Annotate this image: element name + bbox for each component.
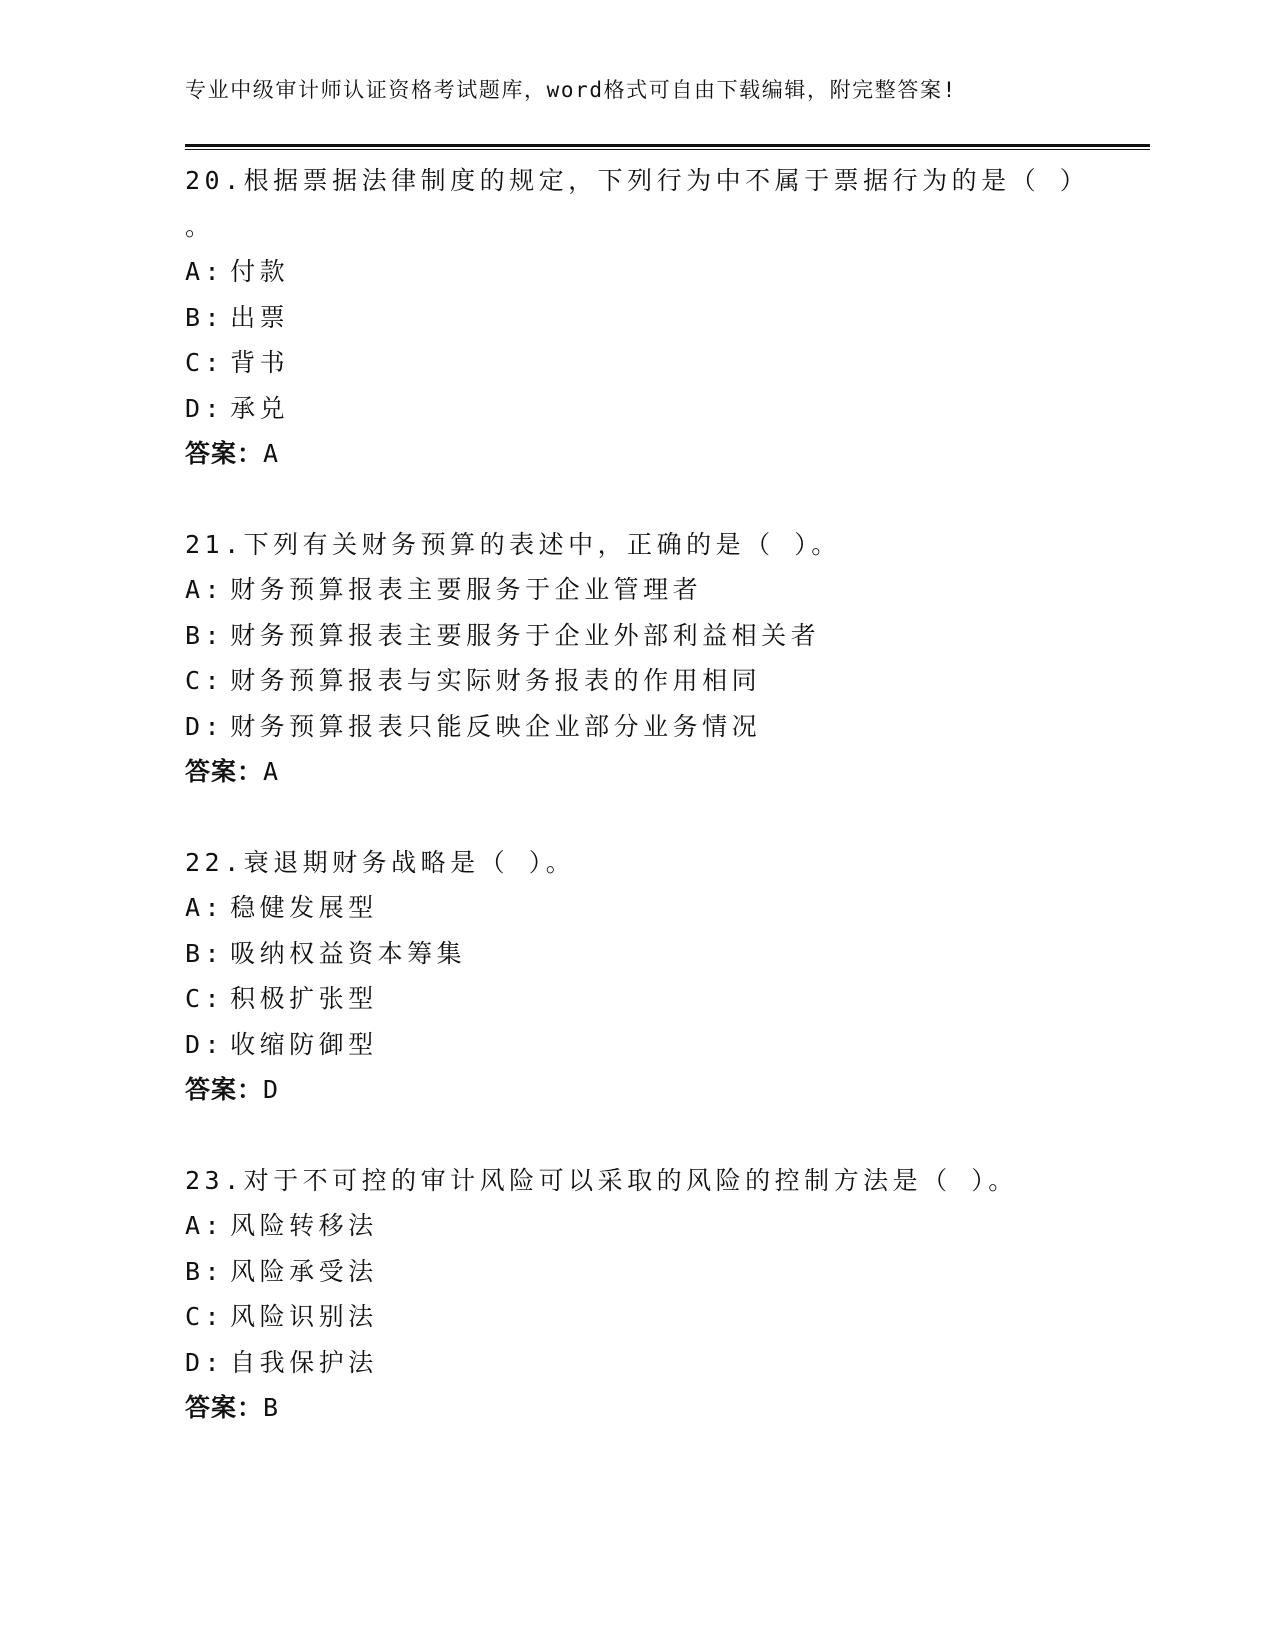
option-letter: A: (185, 257, 225, 286)
answer-label: 答案： (185, 439, 264, 468)
option-a (185, 567, 1150, 613)
option-c (185, 976, 1150, 1022)
option-letter: C: (185, 666, 225, 695)
option-text: 风险识别法 (230, 1302, 378, 1331)
option-b (185, 931, 1150, 977)
option-text: 财务预算报表主要服务于企业管理者 (230, 575, 703, 604)
answer-label: 答案： (185, 757, 264, 786)
option-text: 收缩防御型 (230, 1029, 378, 1059)
option-letter: B: (185, 938, 225, 968)
header-rule-thin (185, 149, 1150, 150)
answer (185, 1067, 1150, 1113)
answer-value: B (263, 1393, 280, 1422)
question-stem-continuation: 。 (185, 211, 211, 241)
option-b (185, 295, 1150, 341)
answer-value: A (263, 757, 280, 786)
question-list (185, 158, 1150, 1476)
question-21 (185, 522, 1150, 795)
option-letter: C: (185, 1302, 225, 1331)
option-text: 风险承受法 (230, 1256, 378, 1286)
answer (185, 749, 1150, 795)
header-rule-thick (185, 144, 1150, 147)
option-letter: B: (185, 302, 225, 332)
option-d (185, 704, 1150, 750)
option-text: 稳健发展型 (230, 893, 378, 922)
option-text: 积极扩张型 (230, 984, 378, 1013)
option-text: 付款 (230, 257, 290, 286)
option-letter: A: (185, 1211, 225, 1240)
question-stem: 21.下列有关财务预算的表述中，正确的是（ ）。 (185, 529, 841, 559)
option-text: 背书 (230, 348, 290, 377)
answer-label: 答案： (185, 1075, 264, 1104)
option-text: 财务预算报表与实际财务报表的作用相同 (230, 666, 762, 695)
answer (185, 1385, 1150, 1431)
question-stem: 20.根据票据法律制度的规定，下列行为中不属于票据行为的是（ ） (185, 166, 1090, 195)
option-text: 吸纳权益资本筹集 (230, 938, 467, 968)
answer-value: A (263, 439, 280, 468)
option-text: 承兑 (230, 393, 290, 423)
option-c (185, 658, 1150, 704)
option-c (185, 1294, 1150, 1340)
option-letter: D: (185, 393, 225, 423)
option-letter: A: (185, 893, 225, 922)
option-text: 出票 (230, 302, 290, 332)
option-d (185, 1340, 1150, 1386)
question-stem: 23.对于不可控的审计风险可以采取的风险的控制方法是（ ）。 (185, 1165, 1018, 1195)
option-letter: D: (185, 1347, 225, 1377)
page-header: 专业中级审计师认证资格考试题库，word格式可自由下载编辑，附完整答案! (185, 78, 957, 102)
option-d (185, 1022, 1150, 1068)
option-letter: C: (185, 348, 225, 377)
option-a (185, 249, 1150, 295)
answer-value: D (263, 1075, 280, 1104)
option-b (185, 1249, 1150, 1295)
question-20 (185, 158, 1150, 477)
option-text: 财务预算报表只能反映企业部分业务情况 (230, 711, 762, 741)
option-a (185, 1203, 1150, 1249)
option-d (185, 386, 1150, 432)
option-letter: B: (185, 620, 225, 650)
option-text: 自我保护法 (230, 1347, 378, 1377)
option-letter: B: (185, 1256, 225, 1286)
option-text: 风险转移法 (230, 1211, 378, 1240)
option-letter: A: (185, 575, 225, 604)
question-22 (185, 840, 1150, 1113)
option-b (185, 613, 1150, 659)
answer-label: 答案： (185, 1393, 264, 1422)
question-23 (185, 1158, 1150, 1431)
option-text: 财务预算报表主要服务于企业外部利益相关者 (230, 620, 821, 650)
option-letter: D: (185, 1029, 225, 1059)
option-letter: D: (185, 711, 225, 741)
option-a (185, 885, 1150, 931)
answer (185, 431, 1150, 477)
option-c (185, 340, 1150, 386)
option-letter: C: (185, 984, 225, 1013)
question-stem: 22.衰退期财务战略是（ ）。 (185, 847, 576, 877)
